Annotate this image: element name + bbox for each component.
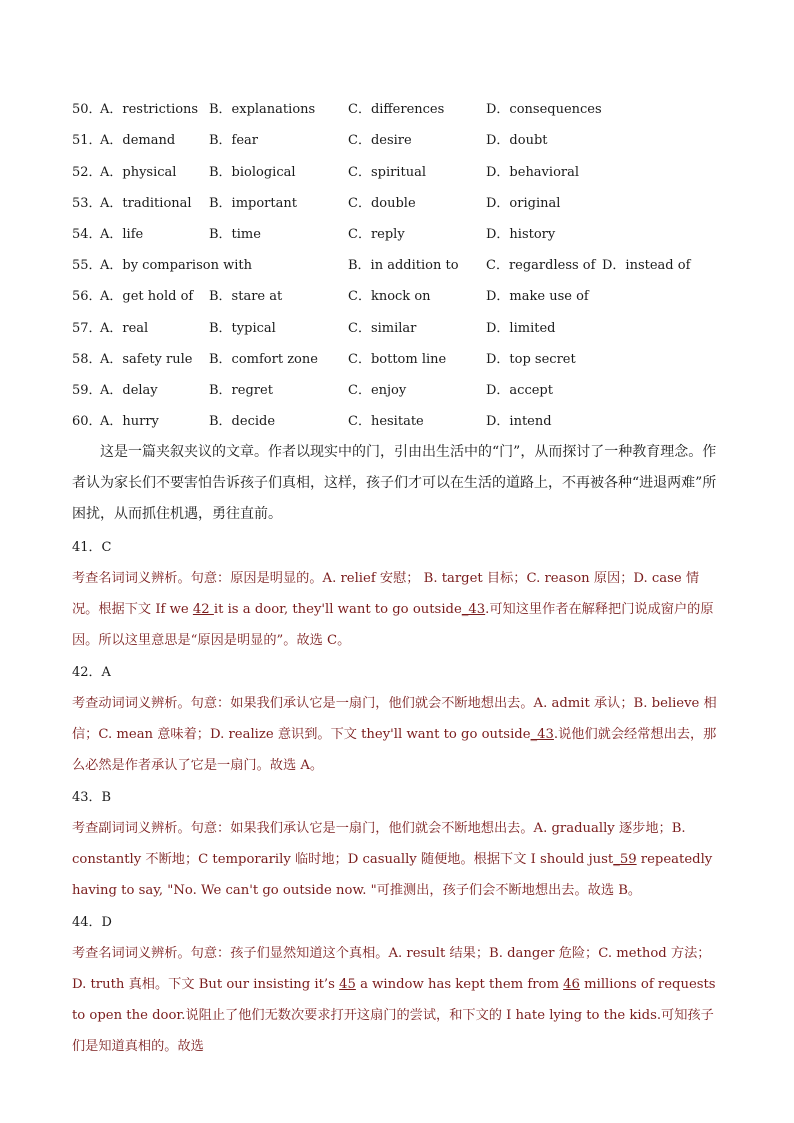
option-a: A．life xyxy=(100,227,144,242)
answer-explanation: 考查名词词义辨析。句意：原因是明显的。A. relief 安慰； B. target 目标；C. reason 原因；D. case 情况。根据下文 If we 42 it is a door, they'll want to go outside_43.可知这里作者在解释把门说成窗户的原因。所以这里意思是“原因是明显的”。故选 C。 xyxy=(72,571,714,648)
question-number: 53． xyxy=(72,196,102,211)
option-c: C．enjoy xyxy=(348,383,407,398)
option-c: C．hesitate xyxy=(348,414,424,429)
option-a: A．physical xyxy=(100,165,177,180)
option-a: A．real xyxy=(100,321,149,336)
option-d: D．behavioral xyxy=(486,165,580,180)
option-b: B．important xyxy=(209,196,297,211)
option-a: A．hurry xyxy=(100,414,159,429)
option-d: D．accept xyxy=(486,383,553,398)
option-c: C．differences xyxy=(348,102,445,117)
option-c: C．knock on xyxy=(348,289,431,304)
option-d: D．intend xyxy=(486,414,552,429)
option-c: C．regardless of xyxy=(486,258,596,273)
option-d: D．original xyxy=(486,196,561,211)
answer-explanation: 考查副词词义辨析。句意：如果我们承认它是一扇门，他们就会不断地想出去。A. gradually 逐步地；B. constantly 不断地；C temporarily 临时地；D casually 随便地。根据下文 I should just_59 repeatedly having to say, "No. We can't go outside now. "可推测出，孩子们会不断地想出去。故选 B。 xyxy=(72,821,713,898)
summary-text: 这是一篇夹叙夹议的文章。作者以现实中的门，引由出生活中的“门”，从而探讨了一种教育理念。作者认为家长们不要害怕告诉孩子们真相，这样，孩子们才可以在生活的道路上，不再被各种“进退两难”所困扰，从而抓住机遇，勇往直前。 xyxy=(72,444,717,522)
answer-label: 43．B xyxy=(72,790,112,805)
option-a: A．traditional xyxy=(100,196,192,211)
option-c: C．desire xyxy=(348,133,412,148)
question-number: 51． xyxy=(72,133,102,148)
option-d: D．make use of xyxy=(486,289,589,304)
question-number: 57． xyxy=(72,321,102,336)
option-b: B．decide xyxy=(209,414,276,429)
answer-explanation: 考查动词词义辨析。句意：如果我们承认它是一扇门，他们就会不断地想出去。A. admit 承认；B. believe 相信；C. mean 意味着；D. realize 意识到。下文 they'll want to go outside_43.说他们就会经常想出去，那么必然是作者承认了它是一扇门。故选 A。 xyxy=(72,696,717,773)
option-b: B．explanations xyxy=(209,102,316,117)
option-d: D．doubt xyxy=(486,133,548,148)
option-d: D．history xyxy=(486,227,556,242)
option-b: B．fear xyxy=(209,133,259,148)
question-number: 60． xyxy=(72,414,102,429)
question-number: 54． xyxy=(72,227,102,242)
option-a: A．by comparison with xyxy=(100,258,252,273)
question-number: 58． xyxy=(72,352,102,367)
option-c: C．spiritual xyxy=(348,165,426,180)
option-c: C．double xyxy=(348,196,416,211)
option-b: B．comfort zone xyxy=(209,352,318,367)
answer-label: 42．A xyxy=(72,665,111,680)
option-b: B．biological xyxy=(209,165,296,180)
option-d: D．instead of xyxy=(602,258,691,273)
answer-label: 44．D xyxy=(72,915,112,930)
option-a: A．get hold of xyxy=(100,289,194,304)
option-a: A．safety rule xyxy=(100,352,193,367)
option-d: D．consequences xyxy=(486,102,602,117)
question-number: 50． xyxy=(72,102,102,117)
option-c: C．bottom line xyxy=(348,352,447,367)
option-b: B．stare at xyxy=(209,289,283,304)
option-b: B．time xyxy=(209,227,261,242)
option-a: A．demand xyxy=(100,133,176,148)
option-c: C．reply xyxy=(348,227,405,242)
question-number: 55． xyxy=(72,258,102,273)
question-number: 52． xyxy=(72,165,102,180)
option-d: D．limited xyxy=(486,321,556,336)
option-d: D．top secret xyxy=(486,352,576,367)
option-a: A．restrictions xyxy=(100,102,199,117)
answer-label: 41．C xyxy=(72,540,112,555)
option-a: A．delay xyxy=(100,383,158,398)
question-number: 56． xyxy=(72,289,102,304)
answer-explanation: 考查名词词义辨析。句意：孩子们显然知道这个真相。A. result 结果；B. danger 危险；C. method 方法；D. truth 真相。下文 But our insisting it’s 45 a window has kept them from 46 millions of requests to open the door.说阻止了他们无数次要求打开这扇门的尝试，和下文的 I hate lying to the kids.可知孩子们是知道真相的。故选 xyxy=(72,946,716,1054)
question-number: 59． xyxy=(72,383,102,398)
option-b: B．in addition to xyxy=(348,258,459,273)
option-c: C．similar xyxy=(348,321,417,336)
option-b: B．typical xyxy=(209,321,276,336)
option-b: B．regret xyxy=(209,383,273,398)
passage-summary xyxy=(72,437,724,530)
